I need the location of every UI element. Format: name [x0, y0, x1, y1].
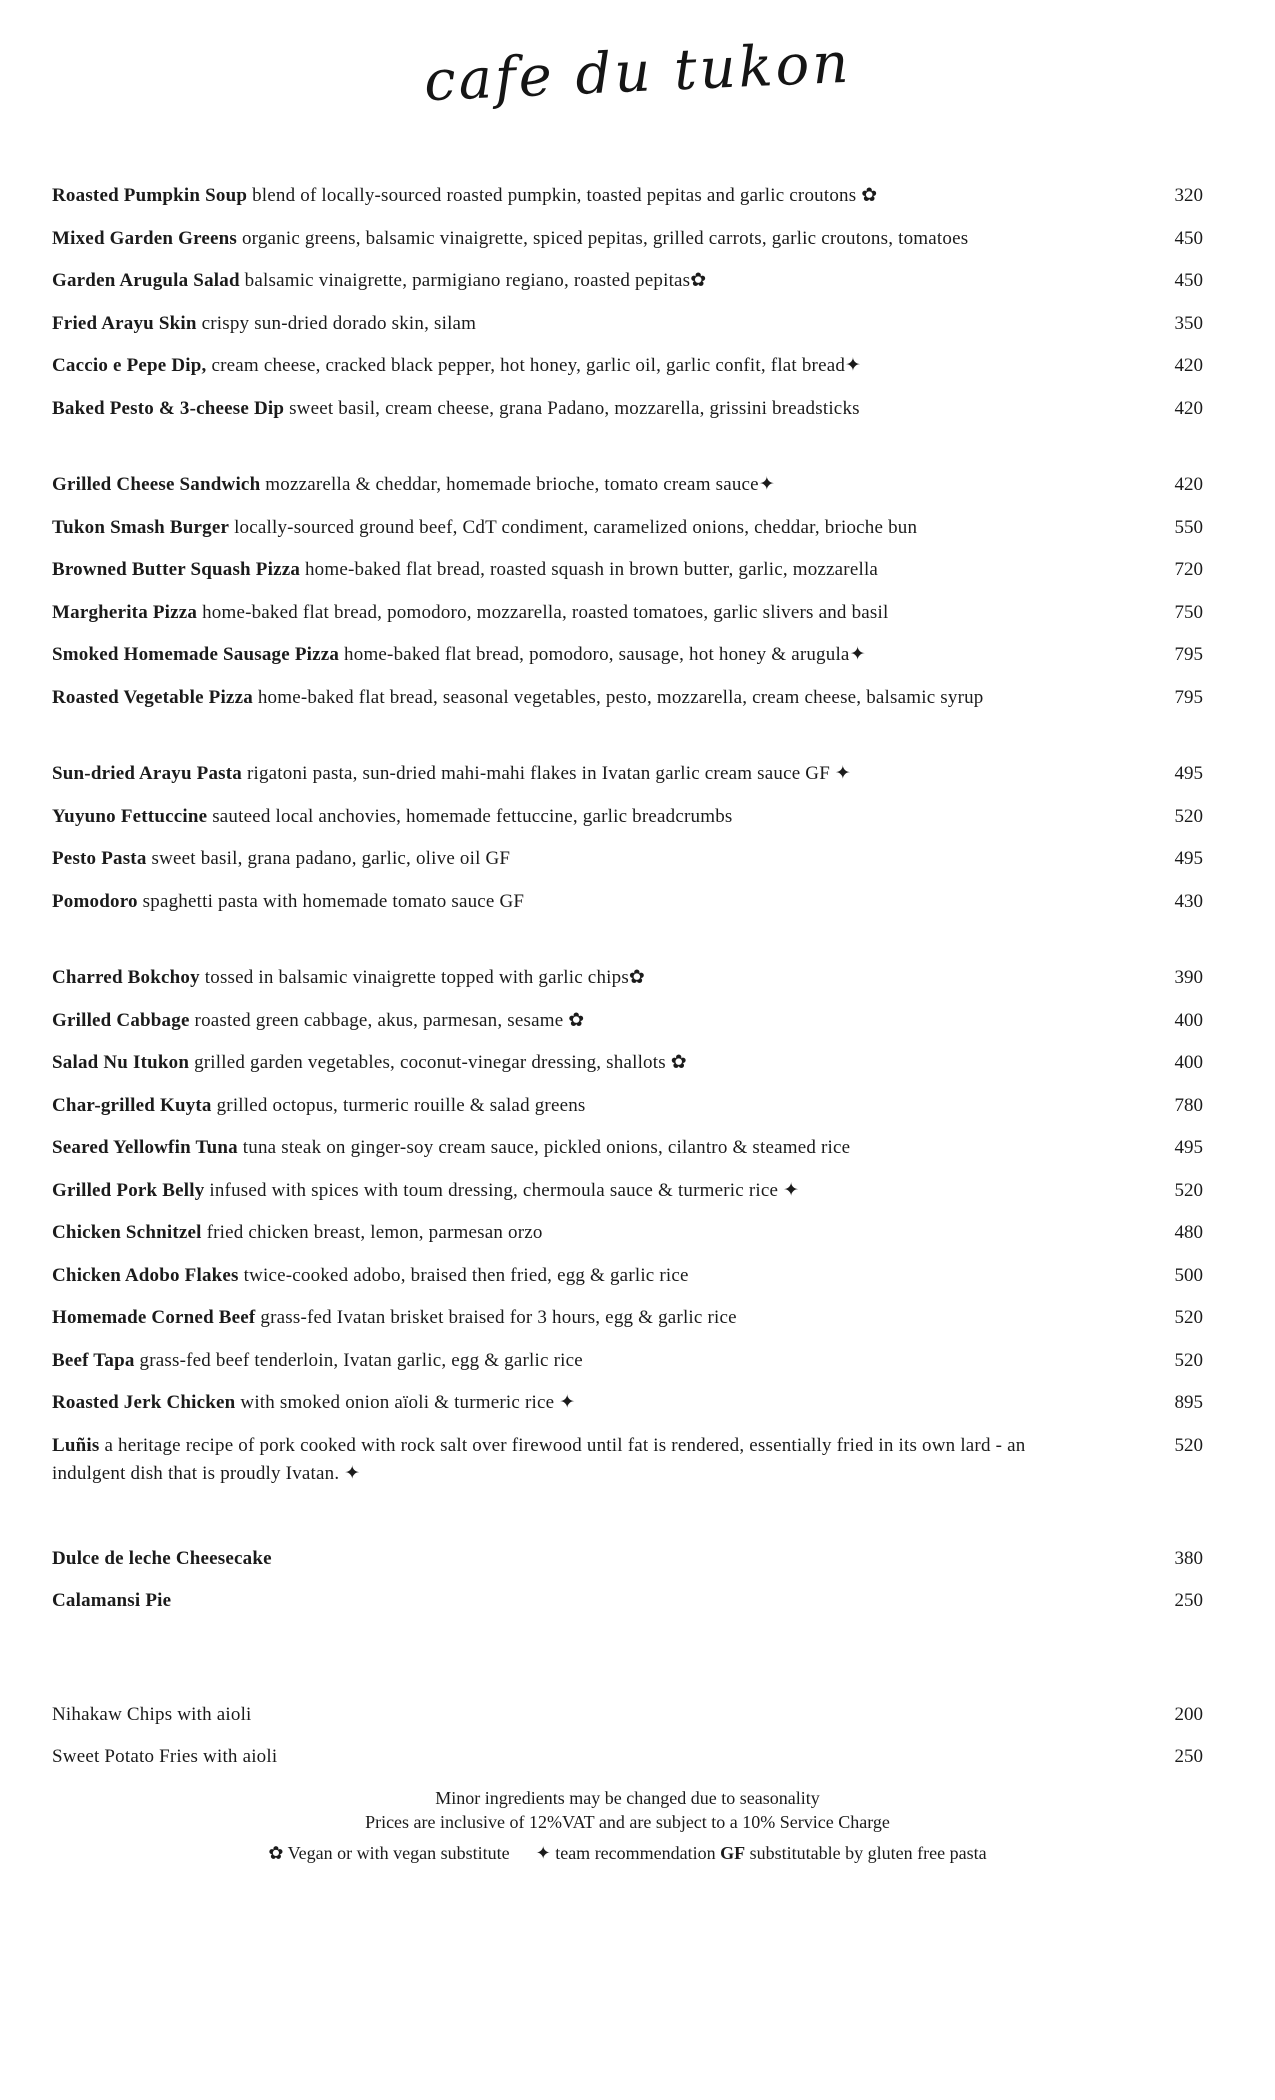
item-description: cream cheese, cracked black pepper, hot honey, garlic oil, garlic confit, flat bread✦	[211, 355, 862, 376]
item-description: home-baked flat bread, seasonal vegetables, pesto, mozzarella, cream cheese, balsamic syrup	[257, 686, 984, 708]
item-price: 350	[1174, 312, 1203, 334]
item-text	[52, 1049, 1062, 1078]
item-name: Pomodoro	[52, 890, 138, 912]
item-name: Dulce de leche Cheesecake	[52, 1547, 272, 1569]
item-description: a heritage recipe of pork cooked with rock salt over firewood until fat is rendered, essentially fried in its own lard - an indulgent dish that is proudly Ivatan. ✦	[52, 1434, 1026, 1484]
item-text	[52, 1304, 1062, 1333]
item-text	[52, 1389, 1062, 1418]
menu-item-row	[52, 1389, 1203, 1418]
menu-item-row	[52, 1134, 1203, 1163]
menu-item-row	[52, 1262, 1203, 1291]
item-text	[52, 352, 1062, 381]
menu-item-row	[52, 1304, 1203, 1333]
item-price: 495	[1174, 848, 1203, 869]
item-text	[52, 599, 1062, 628]
item-text	[52, 1134, 1062, 1163]
item-text	[52, 267, 1062, 296]
menu-item-row	[52, 310, 1203, 339]
item-description: Sweet Potato Fries with aioli	[52, 1746, 278, 1767]
item-price: 430	[1174, 890, 1203, 912]
item-text	[52, 1432, 1062, 1489]
item-name: Beef Tapa	[52, 1349, 135, 1371]
item-text	[52, 1092, 1062, 1121]
item-price: 480	[1174, 1222, 1203, 1243]
item-description: grass-fed beef tenderloin, Ivatan garlic, egg & garlic rice	[139, 1349, 583, 1371]
item-text	[52, 471, 1062, 500]
item-description: Nihakaw Chips with aioli	[52, 1703, 252, 1725]
footer	[52, 1786, 1203, 1865]
menu-item-row	[52, 641, 1203, 670]
item-price: 380	[1174, 1547, 1203, 1569]
item-name: Charred Bokchoy	[52, 967, 200, 988]
item-name: Roasted Jerk Chicken	[52, 1392, 236, 1413]
item-description: sweet basil, grana padano, garlic, olive oil GF	[151, 848, 511, 869]
item-name: Grilled Cheese Sandwich	[52, 474, 261, 495]
item-text	[52, 1545, 1062, 1574]
item-name: Roasted Pumpkin Soup	[52, 185, 248, 206]
item-name: Calamansi Pie	[52, 1590, 172, 1611]
item-price: 795	[1174, 644, 1203, 665]
item-description: infused with spices with toum dressing, chermoula sauce & turmeric rice ✦	[209, 1179, 800, 1201]
item-name: Luñis	[52, 1434, 100, 1456]
menu-item-row	[52, 1177, 1203, 1206]
item-price: 450	[1174, 270, 1203, 291]
menu-item-row	[52, 1587, 1203, 1616]
item-description: grilled garden vegetables, coconut-vinegar dressing, shallots ✿	[194, 1052, 687, 1073]
item-price: 520	[1174, 1434, 1203, 1456]
item-name: Chicken Adobo Flakes	[52, 1264, 239, 1286]
item-price: 720	[1174, 559, 1203, 580]
item-name: Grilled Cabbage	[52, 1009, 190, 1031]
menu-item-row	[52, 803, 1203, 832]
item-text	[52, 803, 1062, 832]
item-text	[52, 1177, 1062, 1206]
item-name: Garden Arugula Salad	[52, 270, 240, 291]
menu-section-mains	[52, 964, 1203, 1489]
item-text	[52, 1007, 1062, 1036]
item-price: 780	[1174, 1094, 1203, 1116]
item-name: Caccio e Pepe Dip,	[52, 355, 207, 376]
menu-item-row	[52, 760, 1203, 789]
menu-item-row	[52, 1007, 1203, 1036]
item-description: locally-sourced ground beef, CdT condiment, caramelized onions, cheddar, brioche bun	[234, 516, 918, 538]
menu-item-row	[52, 1347, 1203, 1376]
menu-section-soups-salads-starters	[52, 182, 1203, 423]
item-text	[52, 1587, 1062, 1616]
item-price: 495	[1174, 1137, 1203, 1158]
item-description: grass-fed Ivatan brisket braised for 3 hours, egg & garlic rice	[260, 1307, 737, 1328]
item-description: blend of locally-sourced roasted pumpkin, toasted pepitas and garlic croutons ✿	[252, 185, 878, 206]
menu-item-row	[52, 352, 1203, 381]
item-text	[52, 888, 1062, 917]
item-description: home-baked flat bread, pomodoro, sausage, hot honey & arugula✦	[344, 644, 866, 665]
item-description: with smoked onion aïoli & turmeric rice ✦	[240, 1392, 576, 1413]
item-name: Salad Nu Itukon	[52, 1052, 190, 1073]
item-price: 500	[1174, 1264, 1203, 1286]
item-name: Grilled Pork Belly	[52, 1179, 205, 1201]
item-name: Char-grilled Kuyta	[52, 1094, 212, 1116]
menu-item-row	[52, 1049, 1203, 1078]
menu-item-row	[52, 599, 1203, 628]
item-text	[52, 1347, 1062, 1376]
item-text	[52, 760, 1062, 789]
item-price: 750	[1174, 601, 1203, 623]
item-text	[52, 556, 1062, 585]
menu-item-row	[52, 182, 1203, 211]
item-description: sweet basil, cream cheese, grana Padano, mozzarella, grissini breadsticks	[289, 397, 860, 419]
item-name: Fried Arayu Skin	[52, 312, 197, 334]
item-name: Chicken Schnitzel	[52, 1222, 202, 1243]
legend-vegan: ✿ Vegan or with vegan substitute	[268, 1842, 510, 1863]
item-text	[52, 845, 1062, 874]
menu	[52, 182, 1203, 1772]
menu-section-desserts	[52, 1545, 1203, 1616]
item-text	[52, 395, 1062, 424]
menu-item-row	[52, 514, 1203, 543]
item-price: 550	[1174, 516, 1203, 538]
logo-script-text: cafe du tukon	[422, 30, 853, 115]
item-price: 420	[1174, 474, 1203, 495]
item-text	[52, 225, 1062, 254]
item-price: 420	[1174, 397, 1203, 419]
item-name: Baked Pesto & 3-cheese Dip	[52, 397, 285, 419]
item-name: Browned Butter Squash Pizza	[52, 559, 301, 580]
menu-item-row	[52, 888, 1203, 917]
menu-item-row	[52, 225, 1203, 254]
item-price: 495	[1174, 763, 1203, 784]
item-price: 420	[1174, 355, 1203, 376]
item-price: 520	[1174, 1307, 1203, 1328]
item-name: Smoked Homemade Sausage Pizza	[52, 644, 340, 665]
item-description: grilled octopus, turmeric rouille & salad greens	[216, 1094, 586, 1116]
item-price: 520	[1174, 805, 1203, 827]
footer-legend	[52, 1841, 1203, 1865]
item-text	[52, 964, 1062, 993]
item-price: 250	[1174, 1590, 1203, 1611]
item-name: Mixed Garden Greens	[52, 227, 237, 249]
menu-item-row	[52, 845, 1203, 874]
menu-section-sides	[52, 1701, 1203, 1772]
item-text	[52, 514, 1062, 543]
legend-recommendation: ✦ team recommendation	[535, 1842, 716, 1863]
item-description: roasted green cabbage, akus, parmesan, sesame ✿	[194, 1009, 585, 1031]
logo	[0, 0, 1275, 140]
menu-item-row	[52, 556, 1203, 585]
item-text	[52, 310, 1062, 339]
item-price: 400	[1174, 1009, 1203, 1031]
footer-vat-note: Prices are inclusive of 12%VAT and are subject to a 10% Service Charge	[365, 1811, 890, 1832]
menu-item-row	[52, 1432, 1203, 1489]
item-name: Sun-dried Arayu Pasta	[52, 763, 243, 784]
item-description: home-baked flat bread, pomodoro, mozzarella, roasted tomatoes, garlic slivers and basil	[202, 601, 889, 623]
item-price: 400	[1174, 1052, 1203, 1073]
menu-item-row	[52, 1092, 1203, 1121]
item-price: 320	[1174, 185, 1203, 206]
item-name: Yuyuno Fettuccine	[52, 805, 208, 827]
item-price: 450	[1174, 227, 1203, 249]
item-name: Seared Yellowfin Tuna	[52, 1137, 238, 1158]
item-text	[52, 1219, 1062, 1248]
item-name: Pesto Pasta	[52, 848, 147, 869]
item-text	[52, 1262, 1062, 1291]
item-text	[52, 684, 1062, 713]
menu-item-row	[52, 684, 1203, 713]
item-name: Homemade Corned Beef	[52, 1307, 256, 1328]
menu-item-row	[52, 395, 1203, 424]
item-description: mozzarella & cheddar, homemade brioche, tomato cream sauce✦	[265, 474, 775, 495]
item-description: fried chicken breast, lemon, parmesan orzo	[206, 1222, 543, 1243]
item-price: 520	[1174, 1349, 1203, 1371]
item-description: crispy sun-dried dorado skin, silam	[201, 312, 477, 334]
item-description: tuna steak on ginger-soy cream sauce, pickled onions, cilantro & steamed rice	[242, 1137, 851, 1158]
menu-item-row	[52, 267, 1203, 296]
menu-section-pasta	[52, 760, 1203, 916]
legend-gf-code: GF	[720, 1842, 746, 1863]
item-price: 390	[1174, 967, 1203, 988]
item-description: rigatoni pasta, sun-dried mahi-mahi flakes in Ivatan garlic cream sauce GF ✦	[246, 763, 852, 784]
menu-item-row	[52, 1545, 1203, 1574]
menu-item-row	[52, 964, 1203, 993]
item-text	[52, 1743, 1062, 1772]
item-name: Margherita Pizza	[52, 601, 198, 623]
legend-gf-text: substitutable by gluten free pasta	[745, 1842, 987, 1863]
item-description: spaghetti pasta with homemade tomato sauce GF	[142, 890, 525, 912]
menu-section-sandwiches-pizza	[52, 471, 1203, 712]
menu-item-row	[52, 1701, 1203, 1730]
item-text	[52, 1701, 1062, 1730]
item-text	[52, 182, 1062, 211]
item-description: tossed in balsamic vinaigrette topped with garlic chips✿	[204, 967, 646, 988]
footer-seasonality-note: Minor ingredients may be changed due to seasonality	[435, 1787, 820, 1808]
item-name: Roasted Vegetable Pizza	[52, 686, 253, 708]
item-description: home-baked flat bread, roasted squash in brown butter, garlic, mozzarella	[304, 559, 879, 580]
item-description: sauteed local anchovies, homemade fettuccine, garlic breadcrumbs	[212, 805, 733, 827]
item-price: 520	[1174, 1179, 1203, 1201]
item-description: balsamic vinaigrette, parmigiano regiano, roasted pepitas✿	[244, 270, 707, 291]
menu-item-row	[52, 1743, 1203, 1772]
item-price: 200	[1174, 1703, 1203, 1725]
item-price: 895	[1174, 1392, 1203, 1413]
menu-item-row	[52, 1219, 1203, 1248]
item-price: 795	[1174, 686, 1203, 708]
item-price: 250	[1174, 1746, 1203, 1767]
item-name: Tukon Smash Burger	[52, 516, 230, 538]
item-description: organic greens, balsamic vinaigrette, spiced pepitas, grilled carrots, garlic croutons, tomatoes	[241, 227, 969, 249]
item-description: twice-cooked adobo, braised then fried, egg & garlic rice	[243, 1264, 689, 1286]
menu-item-row	[52, 471, 1203, 500]
item-text	[52, 641, 1062, 670]
